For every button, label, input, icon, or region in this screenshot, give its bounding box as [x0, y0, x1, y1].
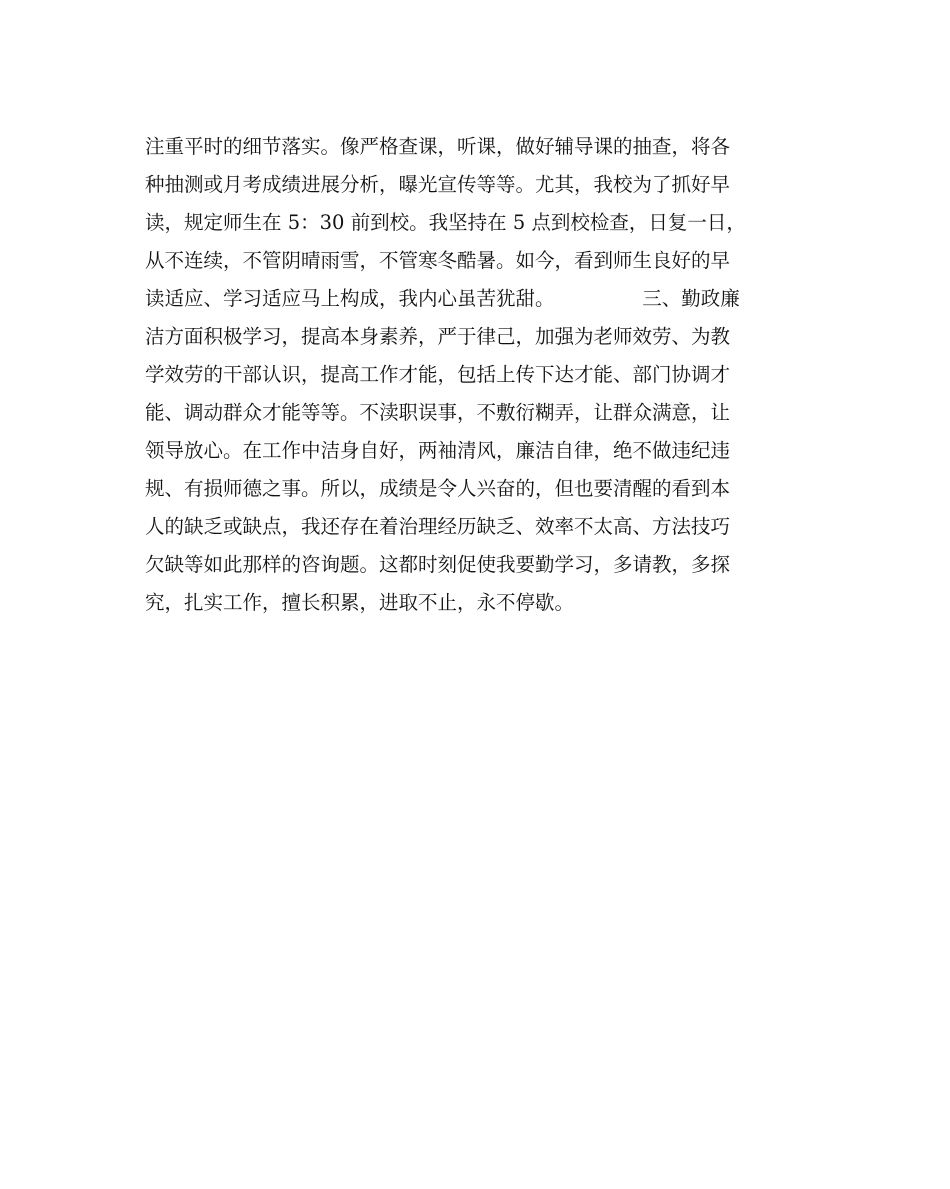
text-line-1: 注重平时的细节落实。像严格查课，听课，做好辅导课的抽查，将各 — [145, 135, 731, 158]
text-line-5: 读适应、学习适应马上构成，我内心虽苦犹甜。 三、勤政廉 — [145, 287, 740, 310]
text-line-6: 洁方面积极学习，提高本身素养，严于律己，加强为老师效劳、为教 — [145, 325, 731, 348]
text-line-11: 人的缺乏或缺点，我还存在着治理经历缺乏、效率不太高、方法技巧 — [145, 515, 731, 538]
body-paragraph — [145, 128, 815, 622]
text-line-9: 领导放心。在工作中洁身自好，两袖清风，廉洁自律，绝不做违纪违 — [145, 439, 731, 462]
text-line-10: 规、有损师德之事。所以，成绩是令人兴奋的，但也要清醒的看到本 — [145, 477, 731, 500]
text-line-2: 种抽测或月考成绩进展分析，曝光宣传等等。尤其，我校为了抓好早 — [145, 173, 731, 196]
text-line-13: 究，扎实工作，擅长积累，进取不止，永不停歇。 — [145, 591, 575, 614]
text-line-3: 读，规定师生在 5：30 前到校。我坚持在 5 点到校检查，日复一日， — [145, 211, 746, 234]
text-line-7: 学效劳的干部认识，提高工作才能，包括上传下达才能、部门协调才 — [145, 363, 731, 386]
text-line-8: 能、调动群众才能等等。不渎职误事，不敷衍糊弄，让群众满意，让 — [145, 401, 731, 424]
text-line-4: 从不连续，不管阴晴雨雪，不管寒冬酷暑。如今，看到师生良好的早 — [145, 249, 731, 272]
text-line-12: 欠缺等如此那样的咨询题。这都时刻促使我要勤学习，多请教，多探 — [145, 553, 731, 576]
